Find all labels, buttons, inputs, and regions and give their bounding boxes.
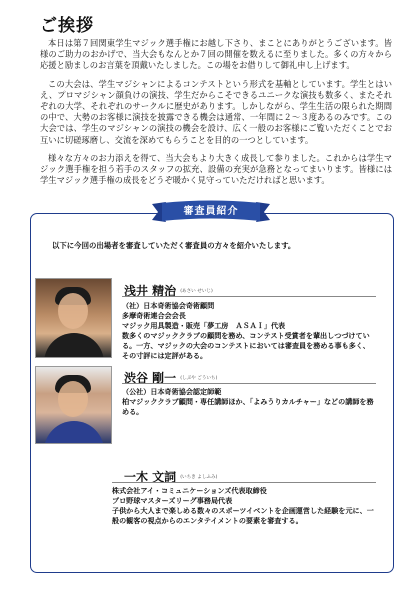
judge-kana-1: (あさい せいじ) xyxy=(180,288,213,294)
greeting-paragraph-3: 様々な方々のお力添えを得て、当大会もより大きく成長して参りました。これからは学生マジック選手権を担う若手のスタッフの拡充、設備の充実が急務となってまいります。皆様には学生マジック選手権の成長をどうぞ暖かく見守っていただければと思います。 xyxy=(40,152,392,186)
judge-photo-2 xyxy=(35,366,112,444)
judge-details-2 xyxy=(122,387,374,417)
judge-3-description: 子供から大人まで楽しめる数々のスポーツイベントを企画運営した経験を元に、一般の観客の視点からのエンタテイメントの要素を審査する。 xyxy=(112,506,374,526)
judge-1-line: （社）日本奇術協会奇術顧問 xyxy=(122,301,215,310)
judge-divider-2 xyxy=(122,383,376,384)
judge-name-3-text: 一木 文詞 xyxy=(124,470,177,484)
judge-details-1 xyxy=(122,301,374,361)
judge-name-2-text: 渋谷 剛一 xyxy=(124,371,177,385)
banner-label: 審査員紹介 xyxy=(183,206,239,217)
greeting-text xyxy=(40,38,392,193)
judge-details-3 xyxy=(112,486,374,526)
judge-3-line: プロ野球マスターズリーグ事務局代表 xyxy=(112,496,233,506)
judge-1-line: 多摩奇術連合会会長 xyxy=(122,311,186,321)
judge-1-line: マジック用具製造・販売「夢工房 ＡＳＡＩ」代表 xyxy=(122,321,286,331)
judge-kana-3: (いちき よしふみ) xyxy=(180,474,218,480)
judge-1-description: 数多くのマジッククラブの顧問を務め、コンテスト受賞者を輩出しつづけている。一方、マジックの大会のコンテストにおいては審査員を務める事も多く、その寸評には定評がある。 xyxy=(122,331,370,361)
judge-kana-2: (しぶや ごういち) xyxy=(180,375,218,381)
judge-name-1-text: 浅井 精治 xyxy=(124,284,177,298)
judge-divider-3 xyxy=(112,482,376,483)
judge-photo-1 xyxy=(35,278,112,358)
greeting-paragraph-2: この大会は、学生マジシャンによるコンテストという形式を基軸としています。学生とはいえ、プロマジシャン顔負けの演技、学生だからこそできるユニークな演技も数多く、またそれぞれの大学、それぞれのサークルに歴史があります。しかしながら、学生生活の限られた期間の中で、大勢のお客様に演技を披露できる機会は通常、一年間に２～３度あるのみです。この大会では、学生のマジシャンの演技の機会を設け、広く一般のお客様にご覧いただくことでお互いに切磋琢磨し、交流を深めてもらうことを目的の一つとしています。 xyxy=(40,78,392,145)
judge-2-line: （公社）日本奇術協会認定師範 xyxy=(122,387,222,396)
page-title: ご挨拶 xyxy=(40,16,94,36)
judge-divider-1 xyxy=(122,296,376,297)
greeting-paragraph-1: 本日は第７回関東学生マジック選手権にお越し下さり、まことにありがとうございます。皆様のご助力のおかげで、当大会もなんとか７回の開催を数えるに至りました。多くの方々から応援と励ましのお言葉を頂戴いたしました。この場をお借りして御礼申し上げます。 xyxy=(40,38,392,71)
judges-banner xyxy=(152,200,270,224)
judge-3-line: 株式会社アイ・コミュニケーションズ代表取締役 xyxy=(112,486,267,495)
judge-2-line: 柏マジッククラブ顧問・専任講師ほか、「よみうりカルチャー」などの講師を務める。 xyxy=(122,397,374,417)
judges-intro: 以下に今回の出場者を審査していただく審査員の方々を紹介いたします。 xyxy=(52,241,296,250)
